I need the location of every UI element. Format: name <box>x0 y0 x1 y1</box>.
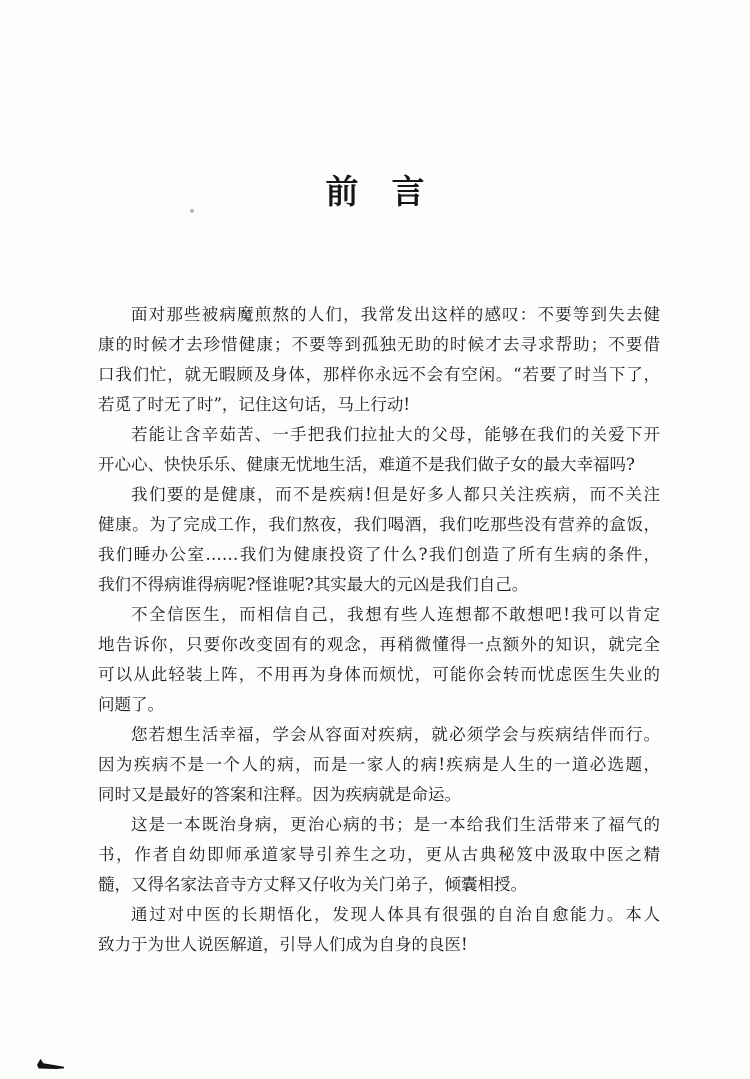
text-line: 我们不得病谁得病呢?怪谁呢?其实最大的元凶是我们自己。 <box>98 575 529 594</box>
text-line: 通过对中医的长期悟化，发现人体具有很强的自治自愈能力。本人 <box>131 905 660 924</box>
text-line: 髓，又得名家法音寺方丈释又仔收为关门弟子，倾囊相授。 <box>98 875 527 894</box>
ink-smudge-mark <box>37 1058 64 1069</box>
text-line: 因为疾病不是一个人的病，而是一家人的病!疾病是人生的一道必选题， <box>98 755 660 774</box>
text-line: 我们要的是健康，而不是疾病!但是好多人都只关注疾病，而不关注 <box>131 485 660 504</box>
text-line: 这是一本既治身病，更治心病的书；是一本给我们生活带来了福气的 <box>131 815 660 834</box>
text-line: 面对那些被病魔煎熬的人们，我常发出这样的感叹：不要等到失去健 <box>131 305 660 324</box>
text-line: 问题了。 <box>98 695 164 714</box>
text-line: 健康。为了完成工作，我们熬夜，我们喝酒，我们吃那些没有营养的盒饭， <box>98 515 660 534</box>
scan-speck-artifact <box>190 209 194 213</box>
text-line: 地告诉你，只要你改变固有的观念，再稍微懂得一点额外的知识，就完全 <box>98 635 660 654</box>
text-line: 同时又是最好的答案和注释。因为疾病就是命运。 <box>98 785 461 804</box>
text-line: 致力于为世人说医解道，引导人们成为自身的良医! <box>98 935 468 954</box>
text-line: 不全信医生，而相信自己，我想有些人连想都不敢想吧!我可以肯定 <box>131 605 660 624</box>
body-text <box>98 300 660 960</box>
text-line: 我们睡办公室……我们为健康投资了什么?我们创造了所有生病的条件， <box>98 545 660 564</box>
text-line: 可以从此轻装上阵，不用再为身体而烦忧，可能你会转而忧虑医生失业的 <box>98 665 660 684</box>
text-line: 康的时候才去珍惜健康；不要等到孤独无助的时候才去寻求帮助；不要借 <box>98 335 660 354</box>
page-title: 前 言 <box>325 172 425 211</box>
text-line: 若觅了时无了时”，记住这句话，马上行动! <box>98 395 411 414</box>
text-line: 开心心、快快乐乐、健康无忧地生活，难道不是我们做子女的最大幸福吗? <box>98 455 635 474</box>
text-line: 若能让含辛茹苦、一手把我们拉扯大的父母，能够在我们的关爱下开 <box>131 425 660 444</box>
text-line: 您若想生活幸福，学会从容面对疾病，就必须学会与疾病结伴而行。 <box>131 725 660 744</box>
text-line: 口我们忙，就无暇顾及身体，那样你永远不会有空闲。“若要了时当下了， <box>98 365 660 384</box>
text-line: 书，作者自幼即师承道家导引养生之功，更从古典秘笈中汲取中医之精 <box>98 845 660 864</box>
